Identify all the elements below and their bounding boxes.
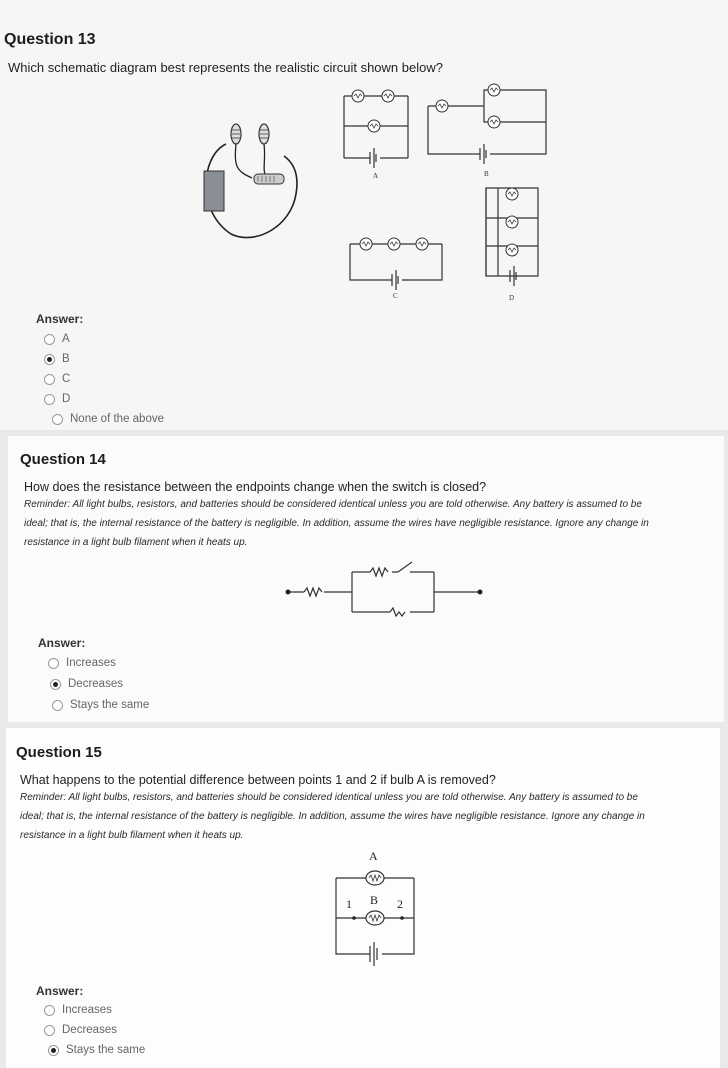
question-13-answer-label: Answer: bbox=[36, 312, 84, 326]
radio-icon[interactable] bbox=[44, 1025, 55, 1036]
question-14-circuit bbox=[284, 558, 490, 624]
bulb-icon bbox=[488, 116, 500, 128]
question-13-text: Which schematic diagram best represents the realistic circuit shown below? bbox=[8, 60, 443, 75]
schematic-a-label: A bbox=[373, 172, 379, 180]
point-2-dot bbox=[400, 916, 404, 920]
bulb-icon bbox=[506, 188, 518, 200]
question-15-panel bbox=[6, 728, 720, 1068]
point-1-label: 1 bbox=[346, 897, 352, 911]
radio-selected-icon[interactable] bbox=[50, 679, 61, 690]
question-15-reminder: Reminder: All light bulbs, resistors, and batteries should be considered identical unless you are told otherwise. Any battery is assumed to be ideal; that is, the internal resistance of the battery is negligible. In addition, assume the wires have negligible resistance. Ignore any change in resistance in a light bulb filament when it heats up. bbox=[20, 792, 645, 841]
question-15-answer-label: Answer: bbox=[36, 984, 84, 998]
question-15-circuit bbox=[326, 846, 426, 974]
q13-option-b[interactable]: B bbox=[44, 353, 70, 365]
question-13-panel bbox=[0, 0, 728, 430]
radio-icon[interactable] bbox=[52, 414, 63, 425]
q13-option-d[interactable]: D bbox=[44, 393, 70, 405]
battery-icon bbox=[204, 171, 224, 211]
q13-option-a[interactable]: A bbox=[44, 333, 70, 345]
q13-option-none[interactable]: None of the above bbox=[52, 413, 164, 425]
endpoint-left bbox=[286, 590, 291, 595]
radio-selected-icon[interactable] bbox=[44, 354, 55, 365]
radio-icon[interactable] bbox=[44, 374, 55, 385]
schematic-d-label: D bbox=[509, 294, 515, 302]
bulb-a-label: A bbox=[369, 849, 378, 863]
radio-icon[interactable] bbox=[52, 700, 63, 711]
bulb-icon bbox=[368, 120, 380, 132]
schematic-d bbox=[478, 180, 548, 304]
q14-option-stays-same[interactable]: Stays the same bbox=[52, 699, 149, 711]
bulb-icon bbox=[416, 238, 428, 250]
bulb-b-label: B bbox=[370, 893, 379, 907]
schematic-c bbox=[344, 230, 448, 300]
schematic-c-label: C bbox=[393, 292, 398, 300]
point-1-dot bbox=[352, 916, 356, 920]
resistor-icon bbox=[390, 608, 405, 616]
bulb-center-icon bbox=[254, 174, 284, 184]
bulb-icon bbox=[436, 100, 448, 112]
question-14-reminder: Reminder: All light bulbs, resistors, and batteries should be considered identical unless you are told otherwise. Any battery is assumed to be ideal; that is, the internal resistance of the battery is negligible. In addition, assume the wires have negligible resistance. Ignore any change in resistance in a light bulb filament when it heats up. bbox=[24, 499, 649, 548]
q14-option-increases[interactable]: Increases bbox=[48, 657, 116, 669]
radio-icon[interactable] bbox=[44, 1005, 55, 1016]
bulb-left-icon bbox=[231, 124, 241, 144]
realistic-circuit-illustration bbox=[196, 116, 306, 246]
question-14-panel bbox=[8, 436, 724, 722]
question-15-title: Question 15 bbox=[16, 744, 102, 761]
question-15-text: What happens to the potential difference between points 1 and 2 if bulb A is removed? bbox=[20, 773, 496, 787]
schematic-b-label: B bbox=[484, 170, 489, 178]
bulb-icon bbox=[382, 90, 394, 102]
question-14-answer-label: Answer: bbox=[38, 636, 86, 650]
schematic-b bbox=[424, 80, 552, 180]
radio-selected-icon[interactable] bbox=[48, 1045, 59, 1056]
question-14-title: Question 14 bbox=[20, 451, 106, 468]
bulb-icon bbox=[388, 238, 400, 250]
bulb-icon bbox=[352, 90, 364, 102]
point-2-label: 2 bbox=[397, 897, 403, 911]
bulb-a-icon bbox=[366, 871, 384, 885]
switch-icon bbox=[398, 562, 412, 572]
q14-option-decreases[interactable]: Decreases bbox=[50, 678, 123, 690]
q15-option-decreases[interactable]: Decreases bbox=[44, 1024, 117, 1036]
schematic-a bbox=[336, 86, 416, 182]
radio-icon[interactable] bbox=[48, 658, 59, 669]
bulb-right-icon bbox=[259, 124, 269, 144]
bulb-icon bbox=[360, 238, 372, 250]
q15-option-stays-same[interactable]: Stays the same bbox=[48, 1044, 145, 1056]
bulb-icon bbox=[488, 84, 500, 96]
resistor-icon bbox=[370, 568, 388, 576]
bulb-icon bbox=[506, 216, 518, 228]
radio-icon[interactable] bbox=[44, 334, 55, 345]
resistor-icon bbox=[304, 588, 322, 596]
q13-option-c[interactable]: C bbox=[44, 373, 70, 385]
q15-option-increases[interactable]: Increases bbox=[44, 1004, 112, 1016]
question-13-title: Question 13 bbox=[4, 31, 96, 48]
question-14-text: How does the resistance between the endpoints change when the switch is closed? bbox=[24, 480, 487, 494]
bulb-b-icon bbox=[366, 911, 384, 925]
endpoint-right bbox=[478, 590, 483, 595]
radio-icon[interactable] bbox=[44, 394, 55, 405]
bulb-icon bbox=[506, 244, 518, 256]
battery-symbol-icon bbox=[370, 942, 377, 966]
